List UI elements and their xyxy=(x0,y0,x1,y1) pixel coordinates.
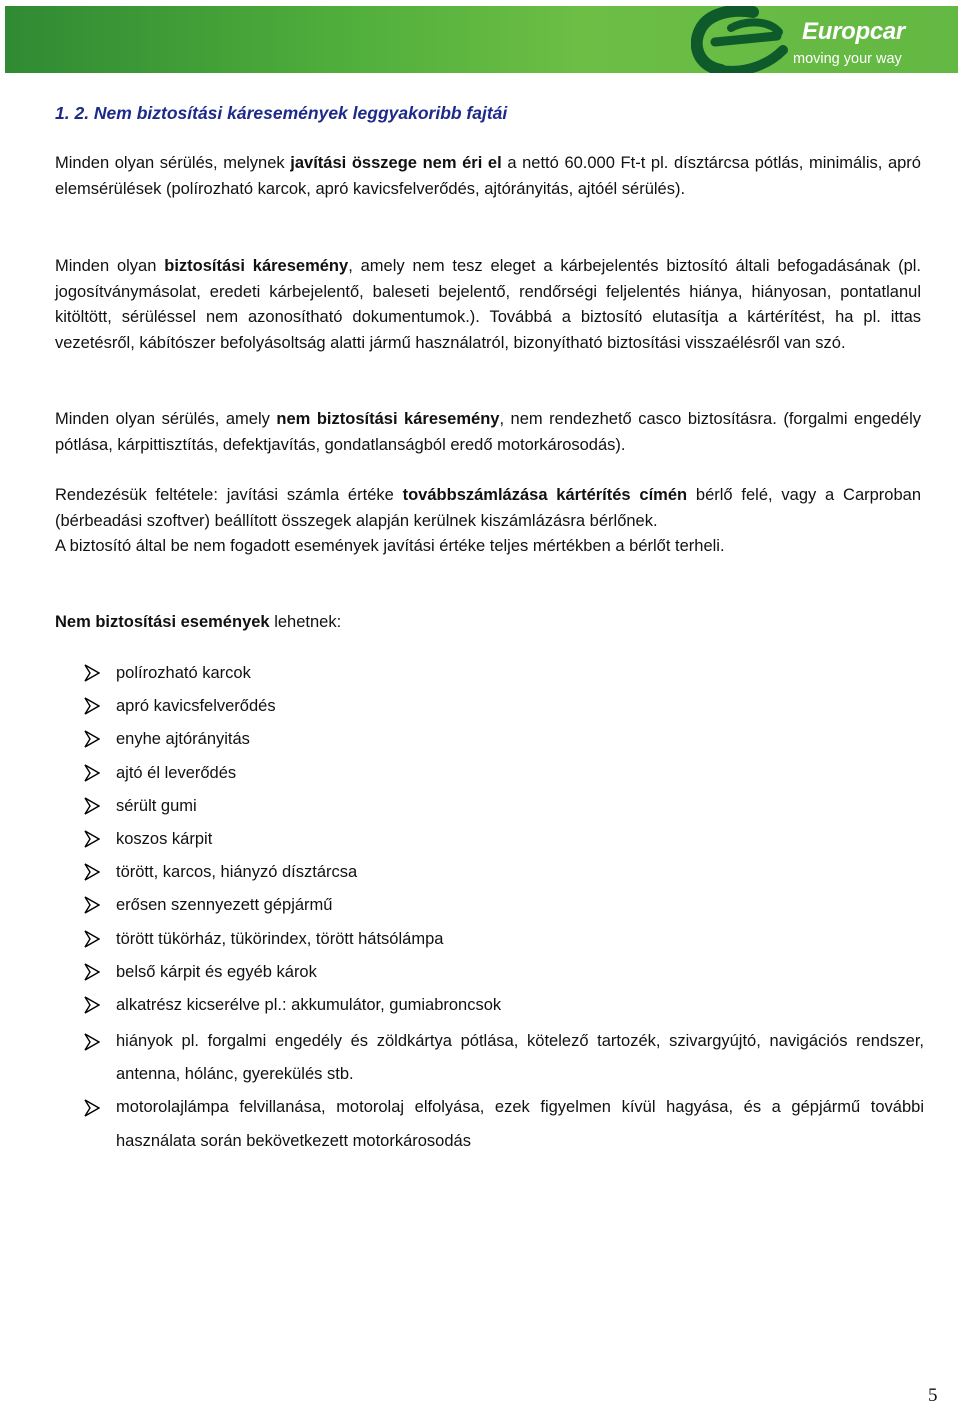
list-item xyxy=(84,693,924,726)
list-heading xyxy=(55,610,921,636)
page-number: 5 xyxy=(928,1385,938,1406)
list-item xyxy=(84,793,924,826)
list-item-text: polírozható karcok xyxy=(116,664,251,682)
para2-bold: biztosítási káresemény xyxy=(164,257,349,275)
list-item xyxy=(84,859,924,892)
arrow-bullet-icon xyxy=(84,996,100,1014)
para4-text-a: Rendezésük feltétele: javítási számla értéke xyxy=(55,486,403,504)
list-item xyxy=(84,760,924,793)
list-item xyxy=(84,660,924,693)
paragraph-1 xyxy=(55,151,921,202)
list-item-text: hiányok pl. forgalmi engedély és zöldkártya pótlása, kötelező tartozék, szivargyújtó, navigációs rendszer, antenna, hólánc, gyerekülés stb. xyxy=(116,1032,924,1084)
para1-text-c: a nettó 60.000 Ft-t pl. dísztárcsa pótlás, minimális, apró elemsérülések (polírozható karcok, apró kavicsfelverődés, ajtórányitás, ajtóél sérülés). xyxy=(55,154,921,198)
arrow-bullet-icon xyxy=(84,1033,100,1051)
list-item-text: sérült gumi xyxy=(116,796,197,815)
arrow-bullet-icon xyxy=(84,664,100,682)
arrow-bullet-icon xyxy=(84,730,100,748)
list-item-text: erősen szennyezett gépjármű xyxy=(116,896,333,915)
list-item-text: alkatrész kicserélve pl.: akkumulátor, gumiabroncsok xyxy=(116,995,502,1014)
paragraph-4 xyxy=(55,483,921,534)
para2-text-a: Minden olyan xyxy=(55,257,165,275)
list-item-text: apró kavicsfelverődés xyxy=(116,697,276,716)
para1-text-a: Minden olyan sérülés, melynek xyxy=(55,154,291,172)
list-heading-bold: Nem biztosítási események xyxy=(55,613,270,631)
list-item-text: belső kárpit és egyéb károk xyxy=(116,962,317,981)
list-item-text: koszos kárpit xyxy=(116,829,213,848)
section-heading: 1. 2. Nem biztosítási káresemények leggyakoribb fajtái xyxy=(55,103,508,123)
list-item xyxy=(84,826,924,859)
para3-text-a: Minden olyan sérülés, amely xyxy=(55,410,277,428)
list-heading-rest: lehetnek: xyxy=(269,613,342,631)
header-banner xyxy=(5,6,958,73)
para4-text-c: bérlő felé, vagy a Carproban (bérbeadási szoftver) beállított összegek alapján kerülnek kiszámlázásra bérlőnek. xyxy=(55,486,922,530)
para2-text-c: , amely nem tesz eleget a kárbejelentés biztosító általi befogadásának (pl. jogosítványmásolat, eredeti kárbejelentő, baleseti bejelentő, rendőrségi feljelentés hiánya, hiányosan, pontatlanul kitöltött, sérüléssel nem azonosítható dokumentumok.). Továbbá a biztosító elutasítja a kártérítést, ha pl. ittas vezetésről, kábítószer befolyásoltság alatti jármű használatról, bizonyítható biztosítási visszaélésről van szó. xyxy=(55,257,922,352)
list-item-text: törött tükörház, tükörindex, törött hátsólámpa xyxy=(116,929,444,948)
list-item-text: enyhe ajtórányitás xyxy=(116,730,250,749)
list-item-text: törött, karcos, hiányzó dísztárcsa xyxy=(116,863,358,882)
arrow-bullet-icon xyxy=(84,797,100,815)
list-item xyxy=(84,1025,924,1091)
list-item xyxy=(84,892,924,925)
para3-text-c: , nem rendezhető casco biztosításra. (forgalmi engedély pótlása, kárpittisztítás, defektjavítás, gondatlanságból eredő motorkárosodás). xyxy=(55,410,921,454)
list-item-text: ajtó él leverődés xyxy=(116,763,237,782)
para4-bold: továbbszámlázása kártérítés címén xyxy=(402,486,688,504)
list-item xyxy=(84,992,924,1025)
list-item xyxy=(84,726,924,759)
arrow-bullet-icon xyxy=(84,930,100,948)
list-item xyxy=(84,959,924,992)
list-item-text: motorolajlámpa felvillanása, motorolaj elfolyása, ezek figyelmen kívül hagyása, és a gépjármű további használata során bekövetkezett motorkárosodás xyxy=(116,1098,924,1150)
list-item xyxy=(84,926,924,959)
paragraph-3 xyxy=(55,407,921,458)
arrow-bullet-icon xyxy=(84,863,100,881)
para3-bold: nem biztosítási káresemény xyxy=(276,410,500,428)
list-item xyxy=(84,1091,924,1157)
brand-tagline: moving your way xyxy=(793,51,902,67)
arrow-bullet-icon xyxy=(84,963,100,981)
arrow-bullet-icon xyxy=(84,764,100,782)
arrow-bullet-icon xyxy=(84,697,100,715)
paragraph-4-last-line: A biztosító által be nem fogadott események javítási értéke teljes mértékben a bérlőt terheli. xyxy=(55,537,725,555)
para1-bold: javítási összege nem éri el xyxy=(290,154,502,172)
europcar-logo-icon xyxy=(691,6,791,73)
arrow-bullet-icon xyxy=(84,830,100,848)
arrow-bullet-icon xyxy=(84,1099,100,1117)
brand-name: Europcar xyxy=(802,18,905,45)
non-insurance-event-list xyxy=(84,660,924,1158)
paragraph-2 xyxy=(55,254,921,356)
arrow-bullet-icon xyxy=(84,896,100,914)
